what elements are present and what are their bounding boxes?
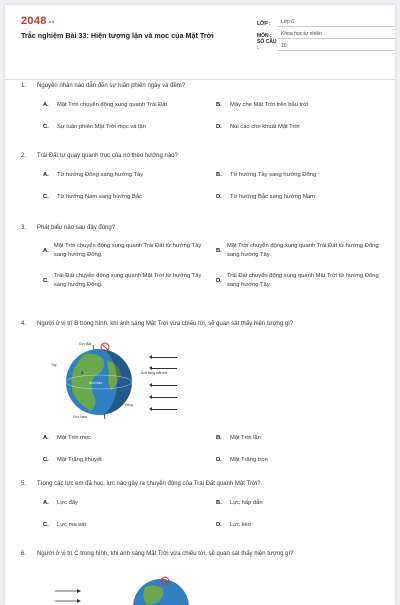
earth-sunlight-figure-2 [55,573,205,605]
option-a[interactable] [43,164,208,186]
option-text: Lực kéo [230,522,251,528]
equator-label: Xích đạo [89,381,103,385]
option-letter: C. [43,194,49,200]
options [43,427,381,471]
question-number: 6. [21,551,27,557]
option-letter: A. [43,500,49,506]
question-prompt: Nguyên nhân nào dẫn đến sự luân phiên ngày và đêm? [37,83,186,89]
question-prompt: Người ở vị trí B trong hình, khi ánh sáng Mặt Trời vừa chiếu tới, sẽ quan sát thấy hiện tượng gì? [37,321,294,327]
question-5 [21,481,381,536]
option-c[interactable] [43,514,208,536]
question-3 [21,225,381,296]
options [43,164,381,208]
option-text: Lực ma sát [57,522,87,528]
earth-globe-icon [33,341,203,423]
option-letter: A. [43,102,49,108]
option-letter: B. [216,102,222,108]
option-b[interactable] [216,94,381,116]
options [43,492,381,536]
option-letter: C. [43,457,49,463]
option-letter: C. [43,277,49,284]
question-text [21,321,381,327]
option-letter: D. [216,457,222,463]
question-6 [21,551,381,557]
option-text: Mặt Trăng khuyết [57,457,102,463]
south-pole-label: Cực Nam [73,415,88,419]
sunlight-arrow [151,397,177,398]
page-title: Trắc nghiệm Bài 33: Hiện tượng lặn và mọc của Mặt Trời [21,31,214,40]
option-text: Từ hướng Tây sang hướng Đông [230,172,317,178]
option-a[interactable] [43,492,208,514]
option-text: Mặt Trăng tròn [230,457,268,463]
option-text: Lực đẩy [57,500,78,506]
meta-label: LỚP : [257,21,271,27]
option-text: Từ hướng Nam sang hướng Bắc [57,194,142,200]
meta-value: Khoa học tự nhiên [277,31,395,39]
option-text: Mặt Trời chuyển động xung quanh Trái Đất [57,102,168,108]
meta-value: 10 [277,43,395,51]
option-letter: B. [216,500,222,506]
option-letter: C. [43,124,49,130]
option-d[interactable] [216,514,381,536]
logo-main: 2048 [21,15,47,27]
worksheet-header [21,15,381,79]
option-d[interactable] [216,449,381,471]
question-text [21,551,381,557]
option-b[interactable] [216,427,381,449]
option-a[interactable] [43,236,208,266]
option-d[interactable] [216,266,381,296]
question-number: 4. [21,321,27,327]
earth-globe-icon [55,573,205,605]
header-divider [5,79,395,80]
option-c[interactable] [43,116,208,138]
option-text: Trái Đất chuyển động xung quanh Mặt Trời từ hướng Tây sang hướng Đông. [53,273,202,288]
option-text: Mặt Trời lặn [230,435,261,441]
option-d[interactable] [216,186,381,208]
option-c[interactable] [43,449,208,471]
option-letter: B. [216,172,222,178]
question-prompt: Người ở vị trí C trong hình, khi ánh sáng Mặt Trời vừa chiếu tới, sẽ quan sát thấy hiện tượng gì? [37,551,294,557]
question-number: 3. [21,225,27,231]
option-letter: D. [216,194,222,200]
option-text: Núi cao che khuất Mặt Trời [230,124,300,130]
sunlight-arrow [151,385,177,386]
option-c[interactable] [43,186,208,208]
option-letter: D. [216,522,222,528]
question-number: 5. [21,481,27,487]
option-b[interactable] [216,236,381,266]
options [43,236,381,296]
option-c[interactable] [43,266,208,296]
options [43,94,381,138]
west-label: Tây [51,363,57,367]
option-text: Mây che Mặt Trời trên bầu trời [230,102,309,108]
meta-table [257,15,395,51]
earth-sunlight-figure [33,341,203,423]
logo-sub: .vn [47,18,55,24]
worksheet [5,5,395,605]
sunlight-arrow [151,357,177,358]
east-label: Đông [125,403,133,407]
sunlight-arrow [151,368,177,369]
option-text: Lực hấp dẫn [230,500,263,506]
question-4-options [21,427,381,471]
question-number: 1. [21,83,27,89]
option-text: Mặt Trời chuyển động xung quanh Trái Đất từ hướng Đông sang hướng Tây. [226,243,379,258]
question-4 [21,321,381,327]
question-prompt: Trái Đất tự quay quanh trục của nó theo hướng nào? [37,153,178,159]
site-logo[interactable] [21,15,54,27]
option-text: Từ hướng Đông sang hướng Tây [57,172,144,178]
meta-row-count [257,39,395,51]
sunlight-label: Ánh sáng mặt trời [141,371,168,375]
option-text: Sự luân phiên Mặt Trời mọc và lặn [57,124,146,130]
option-text: Từ hướng Bắc sang hướng Nam [230,194,315,200]
question-prompt: Phát biểu nào sau đây đúng? [37,225,116,231]
point-b-label: B [81,371,84,375]
meta-value: Lớp 6 [277,19,395,27]
option-letter: A. [43,172,49,178]
north-pole-label: Cực Bắc [79,342,92,346]
question-text [21,153,381,159]
meta-label: MÔN : [257,33,272,39]
option-letter: A. [43,435,49,441]
option-text: Trái Đất chuyển động xung quanh Mặt Trời từ hướng Đông sang hướng Tây. [226,273,379,288]
option-b[interactable] [216,164,381,186]
meta-label: SỐ CÂU : [257,39,277,51]
question-text [21,83,381,89]
option-letter: D. [216,124,222,130]
option-letter: B. [216,435,222,441]
meta-row-subject [257,27,395,39]
option-a[interactable] [43,427,208,449]
option-a[interactable] [43,94,208,116]
question-prompt: Trong các lực em đã học, lực nào gây ra chuyển động của Trái Đất quanh Mặt Trời? [37,481,261,487]
option-d[interactable] [216,116,381,138]
question-1 [21,83,381,138]
meta-row-class [257,15,395,27]
option-text: Mặt Trời chuyển động xung quanh Trái Đất từ hướng Tây sang hướng Đông. [53,243,202,258]
option-letter: B. [216,247,222,254]
question-2 [21,153,381,208]
question-number: 2. [21,153,27,159]
option-b[interactable] [216,492,381,514]
option-letter: A. [43,247,49,254]
option-letter: D. [216,277,222,284]
option-text: Mặt Trời mọc [57,435,92,441]
question-text [21,481,381,487]
sunlight-arrow [151,409,177,410]
option-letter: C. [43,522,49,528]
question-text [21,225,381,231]
